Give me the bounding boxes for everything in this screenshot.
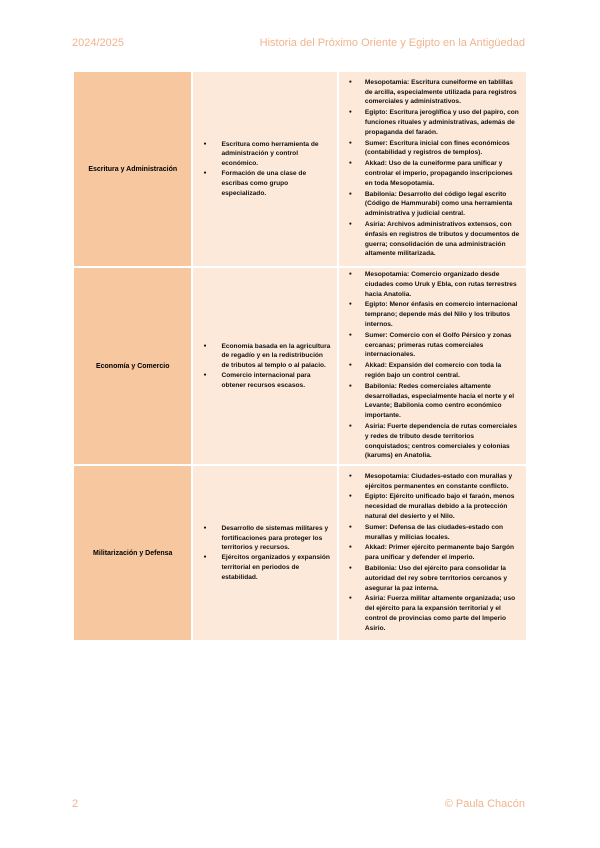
- list-item: ● Mesopotamia: Ciudades-estado con murallas y ejércitos permanentes en constante conflicto.: [345, 472, 520, 492]
- list-item: ● Asiria: Fuerte dependencia de rutas comerciales y redes de tributo desde territorios conquistados; centros comerciales y colonias (karums) en Anatolia.: [345, 422, 520, 461]
- table-row: [74, 268, 526, 466]
- comparison-table: [72, 72, 528, 640]
- general-cell: [193, 466, 336, 640]
- regions-cell: [339, 72, 526, 268]
- category-cell: Militarización y Defensa: [74, 466, 191, 640]
- table-row: [74, 466, 526, 640]
- page-number: 2: [72, 798, 79, 810]
- list-item: ● Egipto: Menor énfasis en comercio internacional temprano; depende más del Nilo y los tributos internos.: [345, 300, 520, 329]
- list-item: ● Akkad: Uso de la cuneiforme para unificar y controlar el imperio, propagando inscripciones en toda Mesopotamia.: [345, 159, 520, 188]
- general-list: [199, 524, 330, 583]
- list-item: ● Economía basada en la agricultura de regadío y en la redistribución de tributos al templo o al palacio.: [199, 342, 330, 371]
- list-item: ● Sumer: Defensa de las ciudades-estado con murallas y milicias locales.: [345, 523, 520, 543]
- list-item: ● Babilonia: Redes comerciales altamente desarrolladas, especialmente hacia el norte y el Levante; Babilonia como centro económico importante.: [345, 382, 520, 421]
- list-item: ● Ejércitos organizados y expansión territorial en periodos de estabilidad.: [199, 553, 330, 582]
- header-title: Historia del Próximo Oriente y Egipto en la Antigüedad: [259, 37, 525, 49]
- list-item: ● Asiria: Archivos administrativos extensos, con énfasis en registros de tributos y documentos de guerra; consolidación de una administración altamente militarizada.: [345, 220, 520, 259]
- list-item: ● Escritura como herramienta de administración y control económico.: [199, 140, 330, 169]
- list-item: ● Comercio internacional para obtener recursos escasos.: [199, 371, 330, 391]
- regions-list: [345, 472, 520, 634]
- list-item: ● Mesopotamia: Comercio organizado desde ciudades como Uruk y Ebla, con rutas terrestres hacia Anatolia.: [345, 270, 520, 299]
- regions-list: [345, 270, 520, 461]
- list-item: ● Mesopotamia: Escritura cuneiforme en tablillas de arcilla, especialmente utilizada para registros comerciales y administrativos.: [345, 78, 520, 107]
- list-item: ● Egipto: Escritura jeroglífica y uso del papiro, con funciones rituales y administrativas, además de propaganda del faraón.: [345, 108, 520, 137]
- footer-author: © Paula Chacón: [444, 798, 525, 810]
- general-list: [199, 140, 330, 199]
- list-item: ● Sumer: Comercio con el Golfo Pérsico y zonas cercanas; primeras rutas comerciales internacionales.: [345, 331, 520, 360]
- list-item: ● Egipto: Ejército unificado bajo el faraón, menos necesidad de murallas debido a la protección natural del desierto y el Nilo.: [345, 492, 520, 521]
- general-list: [199, 342, 330, 391]
- general-cell: [193, 72, 336, 268]
- list-item: ● Akkad: Expansión del comercio con toda la región bajo un control central.: [345, 361, 520, 381]
- regions-cell: [339, 268, 526, 466]
- regions-list: [345, 78, 520, 259]
- list-item: ● Sumer: Escritura inicial con fines económicos (contabilidad y registros de templos).: [345, 139, 520, 159]
- header-year: 2024/2025: [72, 37, 124, 49]
- list-item: ● Desarrollo de sistemas militares y fortificaciones para proteger los territorios y recursos.: [199, 524, 330, 553]
- list-item: ● Asiria: Fuerza militar altamente organizada; uso del ejército para la expansión territorial y el control de provincias como parte del Imperio Asirio.: [345, 594, 520, 633]
- list-item: ● Formación de una clase de escribas como grupo especializado.: [199, 169, 330, 198]
- list-item: ● Babilonia: Desarrollo del código legal escrito (Código de Hammurabi) como una herramienta administrativa y judicial central.: [345, 190, 520, 219]
- list-item: ● Babilonia: Uso del ejército para consolidar la autoridad del rey sobre territorios cercanos y asegurar la paz interna.: [345, 564, 520, 593]
- category-cell: Escritura y Administración: [74, 72, 191, 268]
- list-item: ● Akkad: Primer ejército permanente bajo Sargón para unificar y defender el imperio.: [345, 543, 520, 563]
- general-cell: [193, 268, 336, 466]
- regions-cell: [339, 466, 526, 640]
- table-row: [74, 72, 526, 268]
- category-cell: Economía y Comercio: [74, 268, 191, 466]
